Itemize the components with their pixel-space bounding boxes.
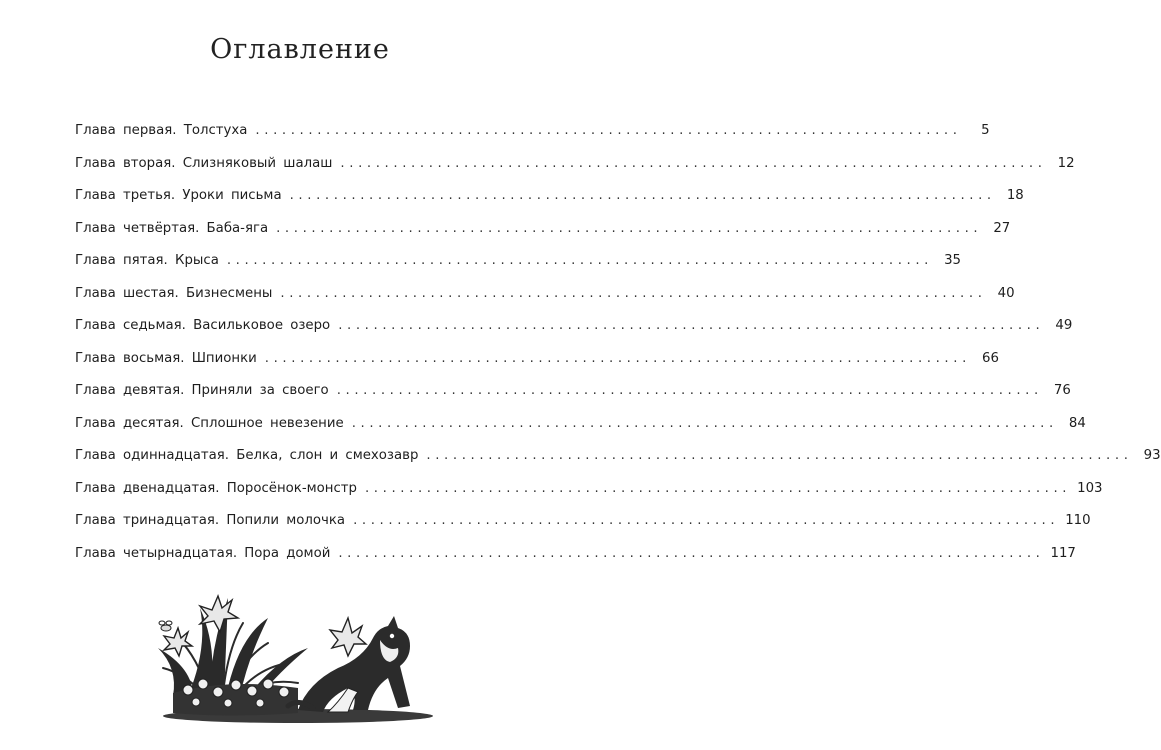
toc-entry-title: Глава десятая. Сплошное невезение bbox=[75, 415, 344, 431]
toc-entry-page: 110 bbox=[1065, 513, 1091, 528]
page-title: Оглавление bbox=[210, 34, 390, 65]
toc-dot-leader: ................................................................................ bbox=[364, 480, 1072, 496]
toc-entry bbox=[75, 448, 1161, 481]
toc-dot-leader: ................................................................................ bbox=[338, 545, 1045, 561]
toc-entry bbox=[75, 480, 1103, 514]
toc-entry-page: 84 bbox=[1068, 415, 1086, 431]
toc-dot-leader: ................................................................................ bbox=[351, 415, 1058, 431]
toc-entry-title: Глава тринадцатая. Попили молочка bbox=[75, 513, 346, 528]
toc-entry-page: 76 bbox=[1053, 383, 1071, 398]
toc-entry-page: 5 bbox=[981, 123, 990, 138]
toc-dot-leader: ................................................................................ bbox=[226, 253, 933, 268]
toc-entry bbox=[75, 350, 999, 384]
toc-entry-title: Глава первая. Толстуха bbox=[75, 123, 248, 138]
toc-dot-leader: ................................................................................ bbox=[340, 155, 1047, 171]
toc-entry bbox=[75, 188, 1024, 221]
toc-entry-page: 49 bbox=[1055, 318, 1073, 333]
table-of-contents bbox=[75, 123, 1161, 578]
toc-entry-page: 66 bbox=[982, 350, 999, 366]
toc-dot-leader: ................................................................................ bbox=[264, 350, 971, 366]
toc-entry-page: 40 bbox=[997, 285, 1015, 301]
toc-dot-leader: ................................................................................ bbox=[426, 448, 1133, 463]
toc-entry-title: Глава восьмая. Шпионки bbox=[75, 350, 257, 366]
flower-bed bbox=[173, 679, 298, 716]
toc-entry-title: Глава пятая. Крыса bbox=[75, 253, 219, 268]
toc-dot-leader: ................................................................................ bbox=[336, 383, 1043, 398]
bee-icon bbox=[159, 621, 172, 631]
toc-entry-page: 12 bbox=[1057, 155, 1075, 171]
toc-entry bbox=[75, 155, 1075, 189]
toc-entry-page: 103 bbox=[1077, 480, 1103, 496]
toc-entry-page: 18 bbox=[1006, 188, 1024, 203]
toc-entry-page: 35 bbox=[944, 253, 961, 268]
lily-flower bbox=[164, 596, 366, 656]
toc-entry-title: Глава девятая. Приняли за своего bbox=[75, 383, 329, 398]
toc-entry bbox=[75, 253, 961, 286]
toc-entry-page: 93 bbox=[1143, 448, 1161, 463]
toc-entry-title: Глава шестая. Бизнесмены bbox=[75, 285, 273, 301]
toc-entry-title: Глава третья. Уроки письма bbox=[75, 188, 282, 203]
toc-entry-title: Глава четвёртая. Баба-яга bbox=[75, 220, 269, 236]
toc-dot-leader: ................................................................................ bbox=[289, 188, 996, 203]
toc-dot-leader: ................................................................................ bbox=[338, 318, 1045, 333]
toc-entry-title: Глава седьмая. Васильковое озеро bbox=[75, 318, 331, 333]
toc-dot-leader: ................................................................................ bbox=[276, 220, 983, 236]
toc-entry bbox=[75, 285, 1015, 319]
toc-entry-title: Глава двенадцатая. Поросёнок-монстр bbox=[75, 480, 357, 496]
toc-entry bbox=[75, 545, 1076, 579]
toc-entry-title: Глава вторая. Слизняковый шалаш bbox=[75, 155, 333, 171]
toc-entry bbox=[75, 318, 1073, 351]
toc-entry bbox=[75, 383, 1071, 416]
toc-dot-leader: ................................................................................ bbox=[353, 513, 1060, 528]
toc-dot-leader: ................................................................................ bbox=[255, 123, 962, 138]
toc-entry-title: Глава четырнадцатая. Пора домой bbox=[75, 545, 331, 561]
toc-entry bbox=[75, 415, 1086, 449]
cat-in-flowers-illustration bbox=[148, 588, 458, 723]
toc-entry bbox=[75, 513, 1091, 546]
toc-entry-page: 27 bbox=[993, 220, 1011, 236]
toc-entry-page: 117 bbox=[1050, 545, 1076, 561]
toc-entry bbox=[75, 220, 1011, 254]
toc-entry-title: Глава одиннадцатая. Белка, слон и смехозавр bbox=[75, 448, 419, 463]
toc-dot-leader: ................................................................................ bbox=[280, 285, 987, 301]
toc-entry bbox=[75, 123, 990, 156]
